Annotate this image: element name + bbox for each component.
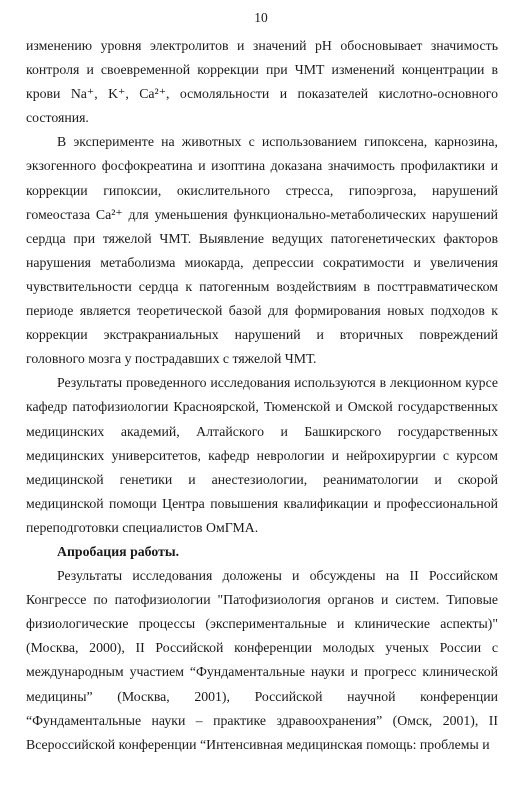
paragraph-experiment: В эксперименте на животных с использованием гипоксена, карнозина, экзогенного фосфокреатина и изоптина доказана значимость профилактики и коррекции гипоксии, окислительного стресса, гипоэргоза, нарушений гомеостаза Ca²⁺ для уменьшения функционально-метаболических нарушений сердца при тяжелой ЧМТ. Выявление ведущих патогенетических факторов нарушения метаболизма миокарда, депрессии сократимости и увеличения чувствительности сердца к патогенным воздействиям в посттравматическом периоде является теоретической базой для формирования новых подходов к коррекции экстракраниальных нарушений и вторичных повреждений головного мозга у пострадавших с тяжелой ЧМТ. bbox=[26, 134, 498, 367]
page-number: 10 bbox=[254, 10, 268, 25]
page-body bbox=[26, 34, 498, 757]
section-heading-approbation: Апробация работы. bbox=[57, 543, 180, 559]
paragraph-electrolytes: изменению уровня электролитов и значений pH обосновывает значимость контроля и своевременной коррекции при ЧМТ изменений концентрации в крови Na⁺, K⁺, Ca²⁺, осмоляльности и показателей кислотно-основного состояния. bbox=[26, 38, 498, 126]
paragraph-results-usage: Результаты проведенного исследования используются в лекционном курсе кафедр патофизиологии Красноярской, Тюменской и Омской государственных медицинских академий, Алтайского и Башкирского государственных медицинских университетов, кафедр неврологии и нейрохирургии с курсом медицинской генетики и анестезиологии, реаниматологии и скорой медицинской помощи Центра повышения квалификации и профессиональной переподготовки специалистов ОмГМА. bbox=[26, 375, 498, 535]
paragraph-approbation: Результаты исследования доложены и обсуждены на II Российском Конгрессе по патофизиологии "Патофизиология органов и систем. Типовые физиологические процессы (экспериментальные и клинические аспекты)" (Москва, 2000), II Российской конференции молодых ученых России с международным участием “Фундаментальные науки и прогресс клинической медицины” (Москва, 2001), Российской научной конференции “Фундаментальные науки – практике здравоохранения” (Омск, 2001), II Всероссийской конференции “Интенсивная медицинская помощь: проблемы и bbox=[26, 568, 498, 752]
